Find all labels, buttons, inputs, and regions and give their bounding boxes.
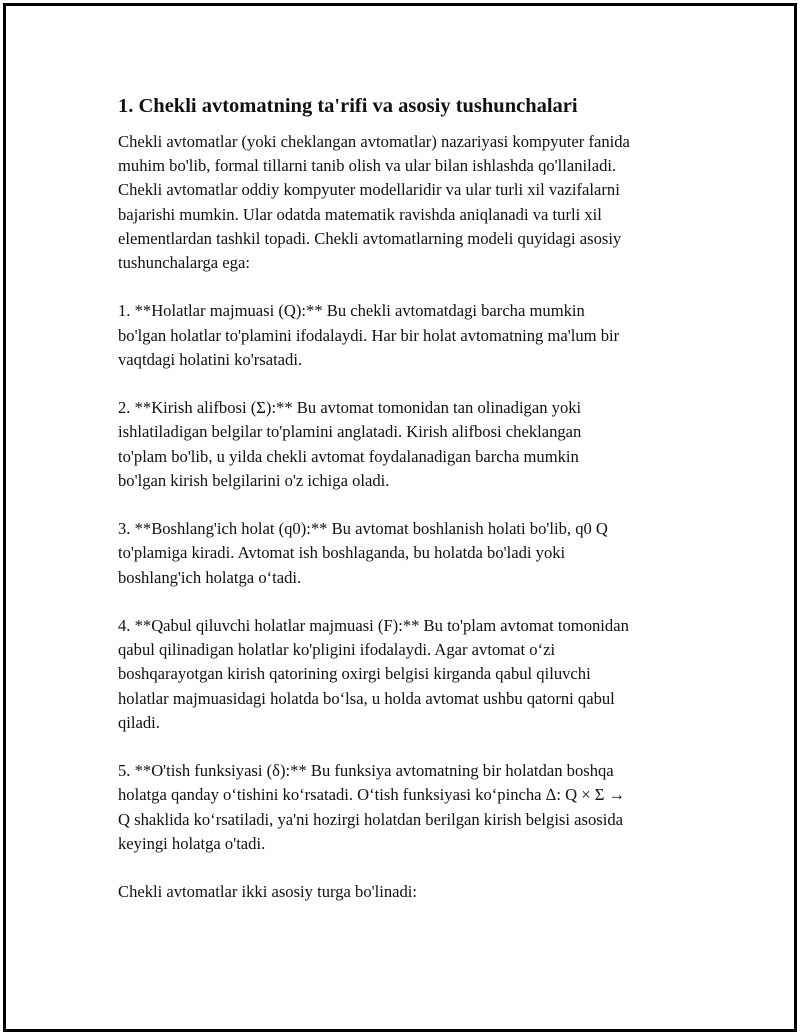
text-line: muhim bo'lib, formal tillarni tanib olish va ular bilan ishlashda qo'llaniladi.	[118, 156, 617, 176]
text-line: bo'lgan holatlar to'plamini ifodalaydi. Har bir holat avtomatning ma'lum bir	[118, 325, 620, 345]
text-line: to'plamiga kiradi. Avtomat ish boshlaganda, bu holatda bo'ladi yoki	[118, 543, 566, 563]
text-line: qabul qilinadigan holatlar ko'pligini ifodalaydi. Agar avtomat o‘zi	[118, 640, 556, 660]
text-line: Q shaklida ko‘rsatiladi, ya'ni hozirgi holatdan berilgan kirish belgisi asosida	[118, 809, 623, 829]
list-item-alphabet	[118, 396, 698, 493]
text-line: keyingi holatga o'tadi.	[118, 833, 266, 853]
text-line: tushunchalarga ega:	[118, 253, 250, 273]
text-line: qiladi.	[118, 712, 160, 732]
text-line: 1. **Holatlar majmuasi (Q):** Bu chekli avtomatdagi barcha mumkin	[118, 301, 585, 321]
text-line: boshqarayotgan kirish qatorining oxirgi belgisi kirganda qabul qiluvchi	[118, 664, 591, 684]
list-item-states	[118, 299, 698, 372]
text-line: bo'lgan kirish belgilarini o'z ichiga oladi.	[118, 470, 390, 490]
text-line: holatga qanday o‘tishini ko‘rsatadi. O‘tish funksiyasi ko‘pincha Δ: Q × Σ →	[118, 785, 626, 805]
closing-paragraph	[118, 880, 698, 904]
text-line: vaqtdagi holatini ko'rsatadi.	[118, 349, 303, 369]
text-line: Chekli avtomatlar oddiy kompyuter modellaridir va ular turli xil vazifalarni	[118, 180, 620, 200]
list-item-transition-function	[118, 759, 698, 856]
list-item-initial-state	[118, 517, 698, 590]
list-item-accepting-states	[118, 614, 698, 735]
text-line: 3. **Boshlang'ich holat (q0):** Bu avtomat boshlanish holati bo'lib, q0 Q	[118, 519, 608, 539]
text-line: 4. **Qabul qiluvchi holatlar majmuasi (F):** Bu to'plam avtomat tomonidan	[118, 616, 629, 635]
text-line: 5. **O'tish funksiyasi (δ):** Bu funksiya avtomatning bir holatdan boshqa	[118, 761, 614, 781]
text-line: elementlardan tashkil topadi. Chekli avtomatlarning modeli quyidagi asosiy	[118, 228, 622, 248]
text-line: Chekli avtomatlar ikki asosiy turga bo'linadi:	[118, 882, 418, 902]
text-line: to'plam bo'lib, u yilda chekli avtomat foydalanadigan barcha mumkin	[118, 446, 579, 466]
text-line: boshlang'ich holatga o‘tadi.	[118, 567, 302, 587]
text-line: 2. **Kirish alifbosi (Σ):** Bu avtomat tomonidan tan olinadigan yoki	[118, 398, 582, 418]
text-line: bajarishi mumkin. Ular odatda matematik ravishda aniqlanadi va turli xil	[118, 204, 602, 224]
text-line: Chekli avtomatlar (yoki cheklangan avtomatlar) nazariyasi kompyuter fanida	[118, 132, 630, 151]
text-line: ishlatiladigan belgilar to'plamini anglatadi. Kirish alifbosi cheklangan	[118, 422, 582, 442]
intro-paragraph	[118, 130, 698, 275]
text-line: holatlar majmuasidagi holatda bo‘lsa, u holda avtomat ushbu qatorni qabul	[118, 688, 615, 708]
document-body	[118, 92, 698, 929]
section-heading: 1. Chekli avtomatning ta'rifi va asosiy tushunchalari	[118, 95, 578, 117]
